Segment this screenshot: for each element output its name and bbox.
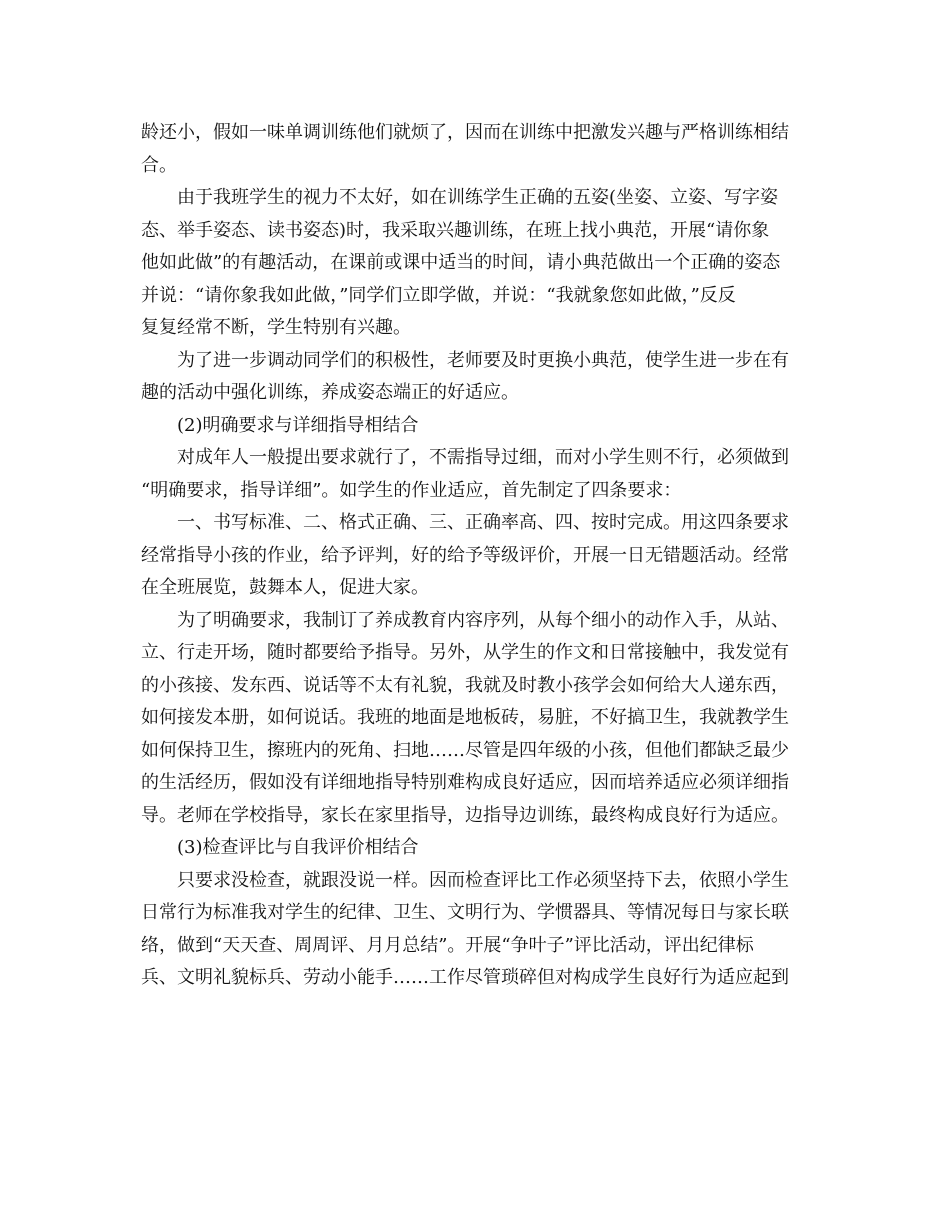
text-line: 只要求没检查，就跟没说一样。因而检查评比工作必须坚持下去，依照小学生 bbox=[177, 869, 789, 891]
text-line: 一、书写标准、二、格式正确、三、正确率高、四、按时完成。用这四条要求 bbox=[177, 512, 789, 533]
text-line: 络，做到“天天查、周周评、月月总结”。开展“争叶子”评比活动，评出纪律标 bbox=[141, 934, 754, 956]
text-line: 趣的活动中强化训练，养成姿态端正的好适应。 bbox=[141, 382, 519, 403]
text-line: 龄还小，假如一味单调训练他们就烦了，因而在训练中把激发兴趣与严格训练相结 bbox=[141, 122, 789, 143]
text-line: 兵、文明礼貌标兵、劳动小能手……工作尽管琐碎但对构成学生良好行为适应起到 bbox=[141, 967, 789, 988]
document-body bbox=[141, 117, 813, 995]
text-line: (3)检查评比与自我评价相结合 bbox=[177, 837, 419, 858]
text-line: 他如此做”的有趣活动，在课前或课中适当的时间，请小典范做出一个正确的姿态 bbox=[141, 252, 781, 273]
text-line: 由于我班学生的视力不太好，如在训练学生正确的五姿(坐姿、立姿、写字姿 bbox=[177, 187, 779, 208]
text-line: 合。 bbox=[141, 154, 177, 176]
text-line: 态、举手姿态、读书姿态)时，我采取兴趣训练，在班上找小典范，开展“请你象 bbox=[141, 219, 770, 241]
text-line: 如何保持卫生，擦班内的死角、扫地……尽管是四年级的小孩，但他们都缺乏最少 bbox=[141, 739, 789, 761]
text-line: 为了进一步调动同学们的积极性，老师要及时更换小典范，使学生进一步在有 bbox=[177, 349, 789, 371]
text-line: 复复经常不断，学生特别有兴趣。 bbox=[141, 317, 411, 338]
text-line: 并说：“请你象我如此做，”同学们立即学做，并说：“我就象您如此做，”反反 bbox=[141, 284, 736, 306]
text-line: 导。老师在学校指导，家长在家里指导，边指导边训练，最终构成良好行为适应。 bbox=[141, 804, 789, 826]
text-line: 立、行走开场，随时都要给予指导。另外，从学生的作文和日常接触中，我发觉有 bbox=[141, 642, 789, 663]
text-line: (2)明确要求与详细指导相结合 bbox=[177, 414, 419, 436]
text-line: 日常行为标准我对学生的纪律、卫生、文明行为、学惯器具、等情况每日与家长联 bbox=[141, 902, 789, 923]
text-line: 的小孩接、发东西、说话等不太有礼貌，我就及时教小孩学会如何给大人递东西， bbox=[141, 674, 789, 696]
text-line: 的生活经历，假如没有详细地指导特别难构成良好适应，因而培养适应必须详细指 bbox=[141, 772, 789, 793]
text-line: “明确要求，指导详细”。如学生的作业适应，首先制定了四条要求： bbox=[141, 479, 682, 501]
text-line: 对成年人一般提出要求就行了，不需指导过细，而对小学生则不行，必须做到 bbox=[177, 447, 789, 468]
text-line: 为了明确要求，我制订了养成教育内容序列，从每个细小的动作入手，从站、 bbox=[177, 609, 789, 631]
text-line: 经常指导小孩的作业，给予评判，好的给予等级评价，开展一日无错题活动。经常 bbox=[141, 544, 789, 566]
text-line: 在全班展览，鼓舞本人，促进大家。 bbox=[141, 577, 429, 598]
text-line: 如何接发本册，如何说话。我班的地面是地板砖，易脏，不好搞卫生，我就教学生 bbox=[141, 707, 789, 728]
